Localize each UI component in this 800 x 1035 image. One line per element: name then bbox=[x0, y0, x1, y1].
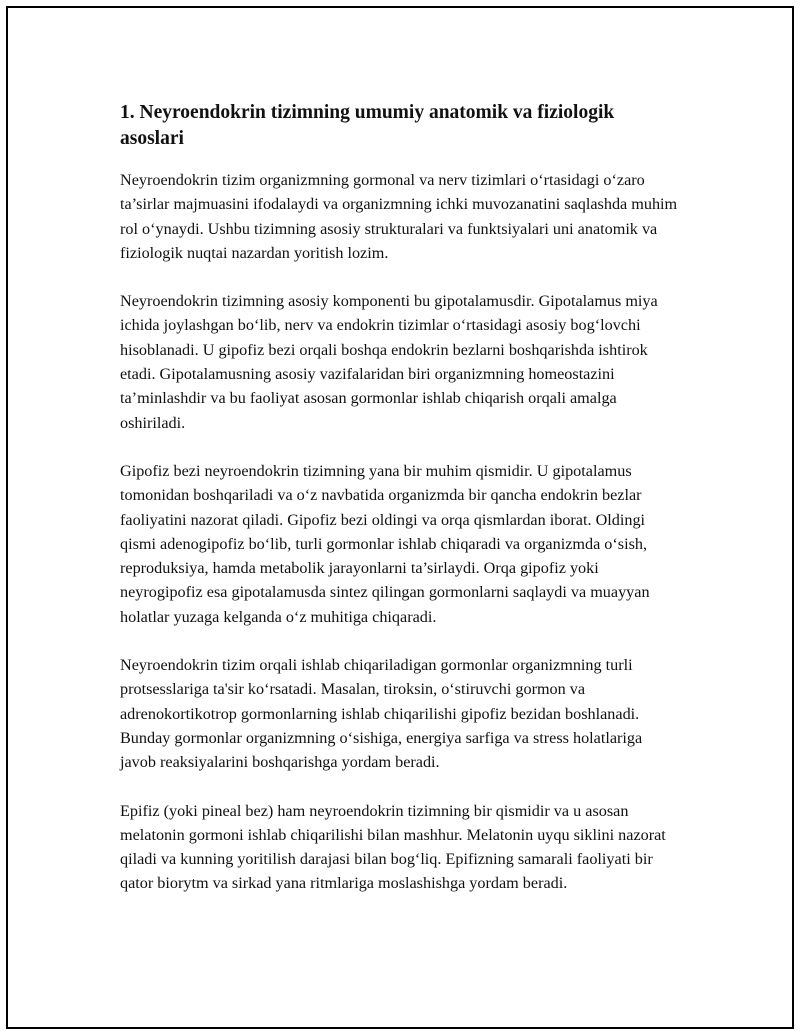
paragraph-5: Epifiz (yoki pineal bez) ham neyroendokrin tizimning bir qismidir va u asosan melatonin gormoni ishlab chiqarilishi bilan mashhur. Melatonin uyqu siklini nazorat qiladi va kunning yoritilish darajasi bilan bog‘liq. Epifizning samarali faoliyati bir qator biorytm va sirkad yana ritmlariga moslashishga yordam beradi. bbox=[120, 801, 666, 893]
page-frame bbox=[6, 6, 794, 1029]
paragraph-3: Gipofiz bezi neyroendokrin tizimning yana bir muhim qismidir. U gipotalamus tomonidan boshqariladi va o‘z navbatida organizmda bir qancha endokrin bezlar faoliyatini nazorat qiladi. Gipofiz bezi oldingi va orqa qismlardan iborat. Oldingi qismi adenogipofiz bo‘lib, turli gormonlar ishlab chiqaradi va organizmda o‘sish, reproduksiya, hamda metabolik jarayonlarni ta’sirlaydi. Orqa gipofiz yoki neyrogipofiz esa gipotalamusda sintez qilingan gormonlarni saqlaydi va muayyan holatlar yuzaga kelganda o‘z muhitiga chiqaradi. bbox=[120, 461, 650, 626]
paragraph-1: Neyroendokrin tizim organizmning gormonal va nerv tizimlari o‘rtasidagi o‘zaro ta’sirlar majmuasini ifodalaydi va organizmning ichki muvozanatini saqlashda muhim rol o‘ynaydi. Ushbu tizimning asosiy strukturalari va funktsiyalari uni anatomik va fiziologik nuqtai nazardan yoritish lozim. bbox=[120, 171, 678, 262]
paragraph-4: Neyroendokrin tizim orqali ishlab chiqariladigan gormonlar organizmning turli protsesslariga ta'sir ko‘rsatadi. Masalan, tiroksin, o‘stiruvchi gormon va adrenokortikotrop gormonlarning ishlab chiqarilishi gipofiz bezidan boshlanadi. Bunday gormonlar organizmning o‘sishiga, energiya sarfiga va stress holatlariga javob reaksiyalarini boshqarishga yordam beradi. bbox=[120, 656, 643, 772]
paragraph-2: Neyroendokrin tizimning asosiy komponenti bu gipotalamusdir. Gipotalamus miya ichida joylashgan bo‘lib, nerv va endokrin tizimlar o‘rtasidagi asosiy bog‘lovchi hisoblanadi. U gipofiz bezi orqali boshqa endokrin bezlarni boshqarishda ishtirok etadi. Gipotalamusning asosiy vazifalaridan biri organizmning homeostazini ta’minlashdir va bu faoliyat asosan gormonlar ishlab chiqarish orqali amalga oshiriladi. bbox=[120, 292, 658, 432]
section-heading: 1. Neyroendokrin tizimning umumiy anatomik va fiziologik asoslari bbox=[120, 102, 615, 149]
document-body bbox=[120, 100, 680, 920]
